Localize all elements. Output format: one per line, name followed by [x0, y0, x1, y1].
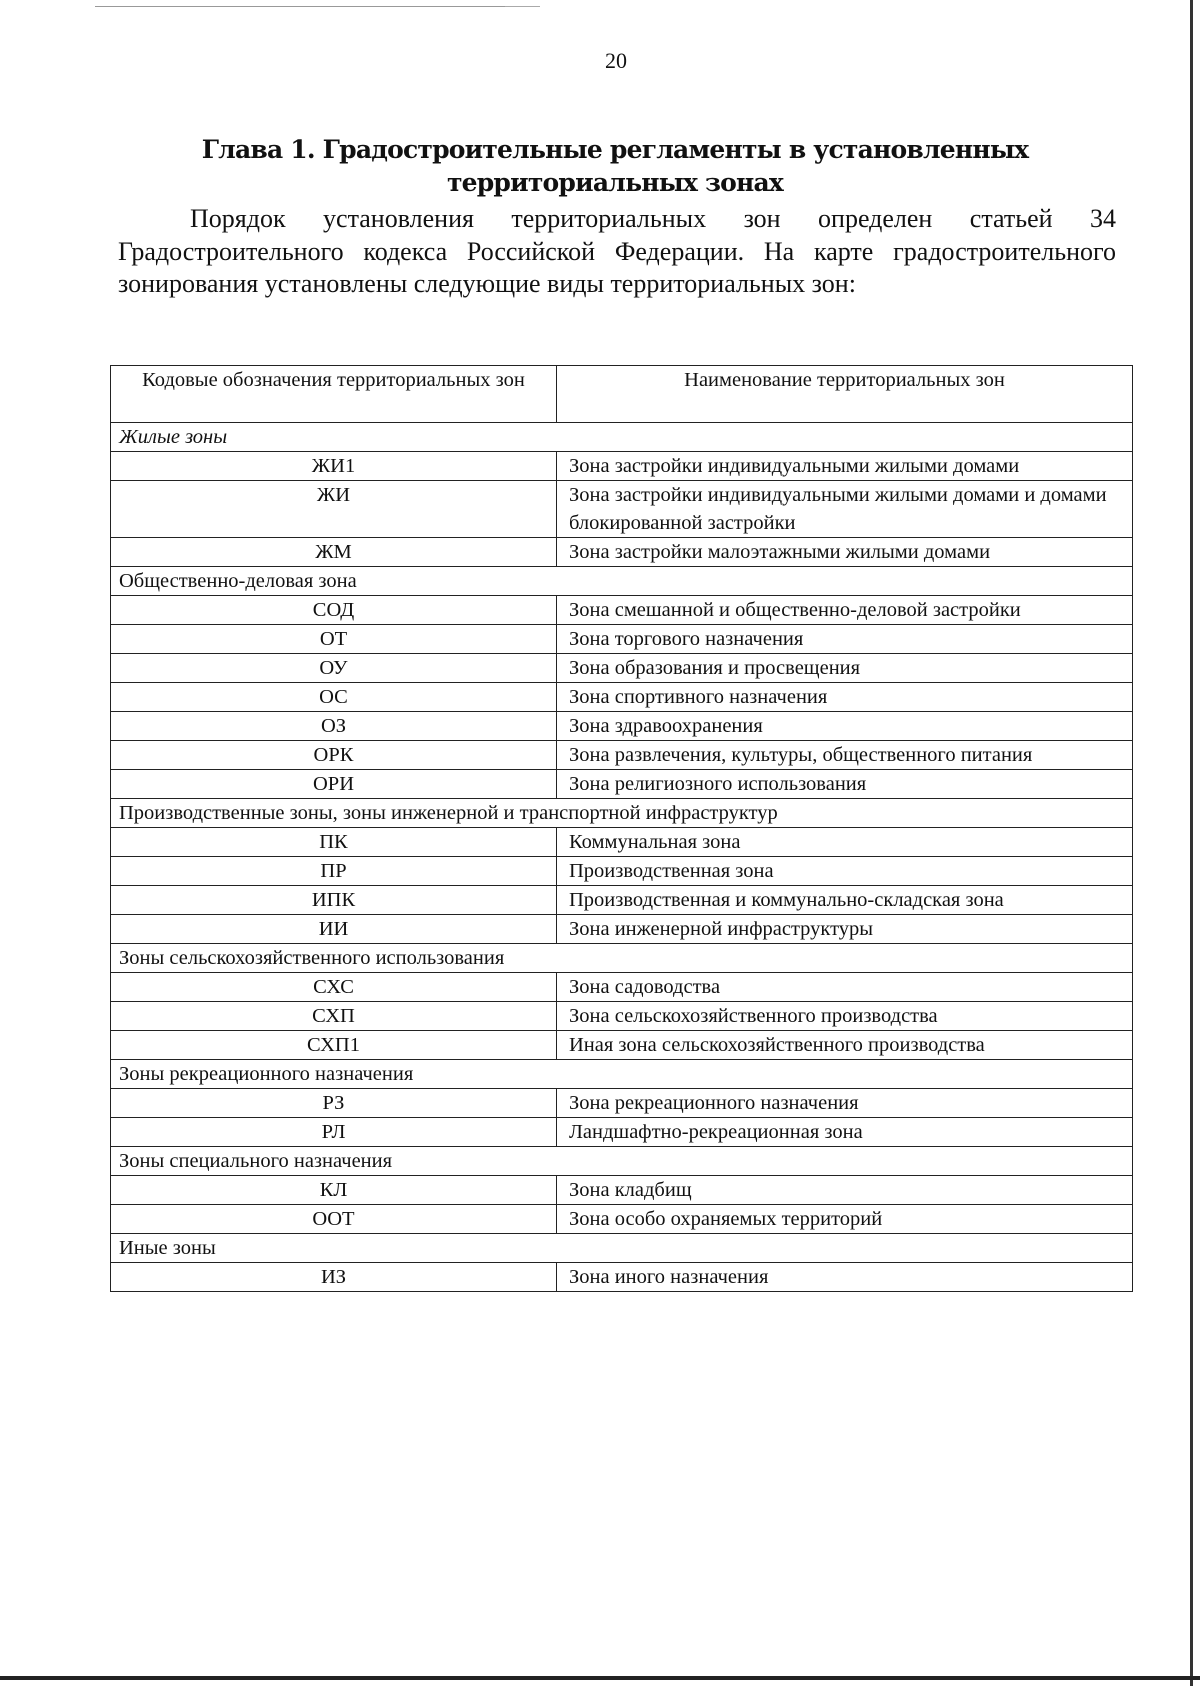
group-row — [111, 1060, 1133, 1089]
zone-code: ЖИ — [111, 481, 557, 538]
zone-code: ИПК — [111, 886, 557, 915]
group-row — [111, 1147, 1133, 1176]
zone-code: ОУ — [111, 654, 557, 683]
zone-name: Зона развлечения, культуры, общественного питания — [557, 741, 1133, 770]
scan-edge-top — [95, 6, 535, 7]
scan-edge-right — [1190, 0, 1193, 1686]
table-row — [111, 1089, 1133, 1118]
zone-code: ОРИ — [111, 770, 557, 799]
zone-code: ИЗ — [111, 1263, 557, 1292]
zone-name: Зона застройки индивидуальными жилыми домами — [557, 452, 1133, 481]
zone-code: ПК — [111, 828, 557, 857]
zone-code: ОЗ — [111, 712, 557, 741]
zone-name: Зона торгового назначения — [557, 625, 1133, 654]
header-code: Кодовые обозначения территориальных зон — [111, 366, 557, 423]
zone-code: ОС — [111, 683, 557, 712]
zone-name: Зона рекреационного назначения — [557, 1089, 1133, 1118]
table-row — [111, 886, 1133, 915]
territorial-zones-table — [110, 365, 1133, 1292]
zone-name: Ландшафтно-рекреационная зона — [557, 1118, 1133, 1147]
zone-code: ОТ — [111, 625, 557, 654]
zone-code: СХП — [111, 1002, 557, 1031]
table-row — [111, 915, 1133, 944]
group-row — [111, 1234, 1133, 1263]
group-title: Зоны рекреационного назначения — [111, 1060, 1133, 1089]
scan-edge-bottom — [0, 1676, 1200, 1680]
zone-name: Зона сельскохозяйственного производства — [557, 1002, 1133, 1031]
zone-name: Зона здравоохранения — [557, 712, 1133, 741]
table-row — [111, 1031, 1133, 1060]
zone-name: Зона садоводства — [557, 973, 1133, 1002]
table-row — [111, 452, 1133, 481]
intro-paragraph: Порядок установления территориальных зон определен статьей 34 Градостроительного кодекса Российской Федерации. На карте градостроительного зонирования установлены следующие виды территориальных зон: — [118, 204, 1116, 298]
group-title: Жилые зоны — [111, 423, 1133, 452]
table-row — [111, 741, 1133, 770]
zone-name: Зона религиозного использования — [557, 770, 1133, 799]
zone-name: Производственная зона — [557, 857, 1133, 886]
table-body — [111, 423, 1133, 1292]
table-row — [111, 683, 1133, 712]
group-row — [111, 567, 1133, 596]
table-row — [111, 973, 1133, 1002]
page-number: 20 — [605, 48, 627, 73]
table-row — [111, 1263, 1133, 1292]
group-row — [111, 423, 1133, 452]
zone-code: СОД — [111, 596, 557, 625]
zone-code: ОРК — [111, 741, 557, 770]
table-row — [111, 770, 1133, 799]
chapter-title: Глава 1. Градостроительные регламенты в установленных территориальных зонах — [201, 135, 1029, 197]
group-title: Иные зоны — [111, 1234, 1133, 1263]
zone-name: Коммунальная зона — [557, 828, 1133, 857]
group-title: Зоны сельскохозяйственного использования — [111, 944, 1133, 973]
group-row — [111, 944, 1133, 973]
zone-code: ИИ — [111, 915, 557, 944]
zone-code: РЗ — [111, 1089, 557, 1118]
zone-code: КЛ — [111, 1176, 557, 1205]
zone-code: РЛ — [111, 1118, 557, 1147]
table-row — [111, 828, 1133, 857]
zone-name: Зона застройки малоэтажными жилыми домами — [557, 538, 1133, 567]
table-row — [111, 712, 1133, 741]
zone-name: Зона спортивного назначения — [557, 683, 1133, 712]
table-row — [111, 654, 1133, 683]
table-row — [111, 625, 1133, 654]
table-header-row — [111, 366, 1133, 423]
table-row — [111, 481, 1133, 538]
zone-code: СХС — [111, 973, 557, 1002]
zone-code: ЖИ1 — [111, 452, 557, 481]
group-row — [111, 799, 1133, 828]
table-row — [111, 1002, 1133, 1031]
table-row — [111, 1176, 1133, 1205]
zone-name: Зона иного назначения — [557, 1263, 1133, 1292]
zone-name: Зона инженерной инфраструктуры — [557, 915, 1133, 944]
zone-name: Зона образования и просвещения — [557, 654, 1133, 683]
zone-name: Зона смешанной и общественно-деловой застройки — [557, 596, 1133, 625]
header-name: Наименование территориальных зон — [557, 366, 1133, 423]
table-row — [111, 1205, 1133, 1234]
zone-name: Производственная и коммунально-складская зона — [557, 886, 1133, 915]
zone-code: ЖМ — [111, 538, 557, 567]
zone-code: ООТ — [111, 1205, 557, 1234]
table-row — [111, 1118, 1133, 1147]
zone-code: СХП1 — [111, 1031, 557, 1060]
group-title: Производственные зоны, зоны инженерной и транспортной инфраструктур — [111, 799, 1133, 828]
zone-name: Зона особо охраняемых территорий — [557, 1205, 1133, 1234]
table-row — [111, 596, 1133, 625]
table-row — [111, 857, 1133, 886]
scan-edge-top-fragment — [505, 6, 540, 7]
table-row — [111, 538, 1133, 567]
zone-name: Зона застройки индивидуальными жилыми домами и домами блокированной застройки — [557, 481, 1133, 538]
zone-name: Зона кладбищ — [557, 1176, 1133, 1205]
group-title: Зоны специального назначения — [111, 1147, 1133, 1176]
zone-code: ПР — [111, 857, 557, 886]
group-title: Общественно-деловая зона — [111, 567, 1133, 596]
zone-name: Иная зона сельскохозяйственного производства — [557, 1031, 1133, 1060]
